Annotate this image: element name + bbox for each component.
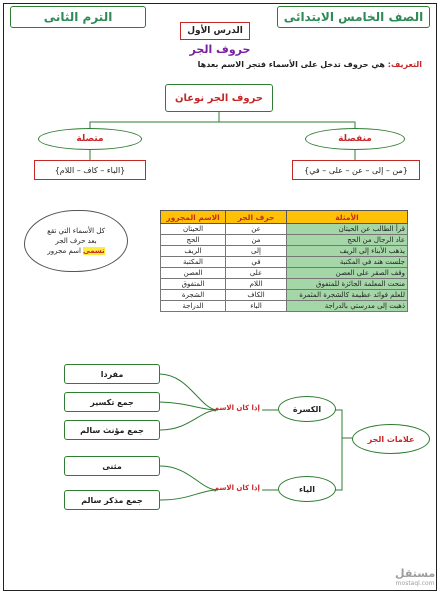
line-to-separate	[219, 122, 355, 128]
cell-example: جلست هند في المكتبة	[287, 257, 408, 268]
definition-text: هي حروف تدخل على الأسماء فتجر الاسم بعدها	[197, 60, 388, 69]
kasra-name: الكسرة	[278, 396, 336, 422]
cell-example: وقف الصقر على العصن	[287, 268, 408, 279]
line-taksir	[160, 402, 218, 410]
cell-example: قرأ الطالب عن الحيتان	[287, 224, 408, 235]
cell-noun: المتفوق	[161, 279, 226, 290]
table-row	[161, 235, 408, 246]
note-line-2: بعد حرف الجر	[55, 237, 97, 245]
attached-members: {الباء – كاف – اللام}	[34, 160, 146, 180]
yaa-item-dual: مثنى	[64, 456, 160, 476]
line-mufrad	[160, 374, 218, 410]
table-row	[161, 279, 408, 290]
yaa-name: الياء	[278, 476, 336, 502]
table-row	[161, 268, 408, 279]
table-row	[161, 301, 408, 312]
cell-example: عاد الرجال من الحج	[287, 235, 408, 246]
line-to-kasra	[335, 410, 352, 438]
examples-table	[160, 210, 408, 312]
cell-noun: الدراجة	[161, 301, 226, 312]
note-highlight: تسمى	[83, 247, 105, 255]
cell-noun: الحج	[161, 235, 226, 246]
table-row	[161, 246, 408, 257]
separate-members: {من – إلى – عن – على – في}	[292, 160, 420, 180]
kasra-item-singular: مفردا	[64, 364, 160, 384]
watermark-text: مستقل	[395, 567, 436, 580]
line-muannath	[160, 410, 218, 430]
header-preposition: حرف الجر	[226, 211, 287, 224]
table-header-row	[161, 211, 408, 224]
yaa-condition: إذا كان الاسم	[214, 484, 260, 492]
note-line-3	[47, 246, 104, 256]
cell-noun: المكتبة	[161, 257, 226, 268]
separate-name: منفصلة	[305, 128, 405, 150]
cell-preposition: الكاف	[226, 290, 287, 301]
note-line-3-rest: اسم مجرور	[47, 247, 84, 255]
cell-preposition: في	[226, 257, 287, 268]
lesson-number: الدرس الأول	[180, 22, 250, 40]
header-examples: الأمثلة	[287, 211, 408, 224]
table-row	[161, 224, 408, 235]
definition-label: التعريف:	[387, 60, 422, 69]
cell-example: للعلم فوائد عظيمة كالشجرة المثمرة	[287, 290, 408, 301]
lesson-title: حروف الجر	[189, 43, 251, 56]
term-title: الترم الثانى	[10, 6, 146, 28]
cell-example: منحت المعلمة الجائزة للمتفوق	[287, 279, 408, 290]
line-to-attached	[90, 112, 219, 128]
cell-noun: الحيتان	[161, 224, 226, 235]
signs-title: علامات الجر	[352, 424, 430, 454]
cell-preposition: على	[226, 268, 287, 279]
kasra-item-broken-plural: جمع تكسير	[64, 392, 160, 412]
note-cloud	[24, 210, 128, 272]
line-to-yaa	[335, 438, 342, 490]
cell-preposition: من	[226, 235, 287, 246]
cell-preposition: عن	[226, 224, 287, 235]
watermark-sub: mostaql.com	[395, 580, 435, 587]
table-row	[161, 290, 408, 301]
grade-title: الصف الخامس الابتدائى	[277, 6, 430, 28]
cell-noun: العصن	[161, 268, 226, 279]
attached-name: متصلة	[38, 128, 142, 150]
header-noun: الاسم المجرور	[161, 211, 226, 224]
types-heading: حروف الجر نوعان	[165, 84, 273, 112]
cell-noun: الريف	[161, 246, 226, 257]
table-row	[161, 257, 408, 268]
cell-preposition: الباء	[226, 301, 287, 312]
note-line-1: كل الأسماء التي تقع	[47, 227, 105, 235]
kasra-condition: إذا كان الاسم	[214, 404, 260, 412]
watermark	[395, 567, 435, 587]
cell-noun: الشجرة	[161, 290, 226, 301]
cell-example: ذهبت إلى مدرستي بالدراجة	[287, 301, 408, 312]
cell-preposition: اللام	[226, 279, 287, 290]
line-muthanna	[160, 466, 218, 490]
kasra-item-fem-plural: جمع مؤنث سالم	[64, 420, 160, 440]
line-mudhakkar	[160, 490, 218, 500]
cell-example: يذهب الأبناء إلى الريف	[287, 246, 408, 257]
cell-preposition: إلى	[226, 246, 287, 257]
yaa-item-masc-plural: جمع مذكر سالم	[64, 490, 160, 510]
